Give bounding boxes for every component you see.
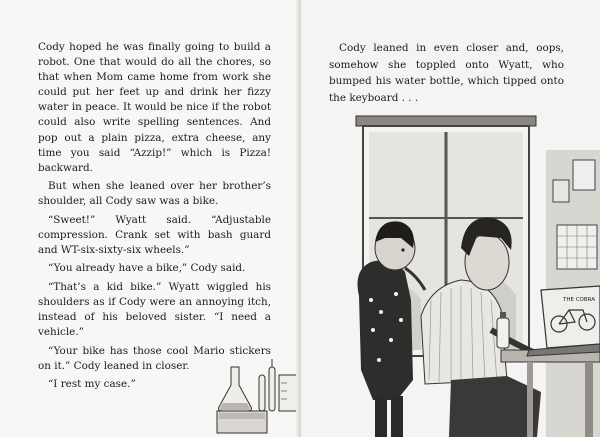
paragraph: But when she leaned over her brother’s shoulder, all Cody saw was a bike.: [38, 180, 271, 208]
left-page-text: [38, 40, 271, 396]
paragraph: “You already have a bike,” Cody said.: [48, 262, 246, 275]
left-page: [0, 0, 299, 437]
paragraph: “That’s a kid bike.” Wyatt wiggled his shoulders as if Cody were an annoying itch, instead of his beloved sister. “I need a vehicle.”: [38, 280, 271, 339]
paragraph: Cody hoped he was finally going to build a robot. One that would do all the chores, so that when Mom came home from work she could put her feet up and drink her fizzy water in peace. It would be nice if the robot could also write spelling sentences. And pop out a plain pizza, extra cheese, any time you said “Azzip!” which is Pizza! backward.: [38, 41, 271, 174]
lab-glassware-illustration: [195, 345, 299, 437]
paragraph: Cody leaned in even closer and, oops, somehow she toppled onto Wyatt, who bumped his water bottle, which tipped onto the keyboard . . .: [329, 42, 564, 105]
laptop-screen-title: THE COBRA: [563, 297, 596, 303]
right-page: [301, 0, 600, 437]
paragraph: “I rest my case.”: [48, 378, 136, 391]
paragraph: “Sweet!” Wyatt said. “Adjustable compression. Crank set with bash guard and WT-six-sixty-six wheels.”: [38, 213, 271, 256]
right-page-text: [329, 40, 564, 107]
paragraph: “Your bike has those cool Mario stickers on it.” Cody leaned in closer.: [38, 344, 271, 372]
